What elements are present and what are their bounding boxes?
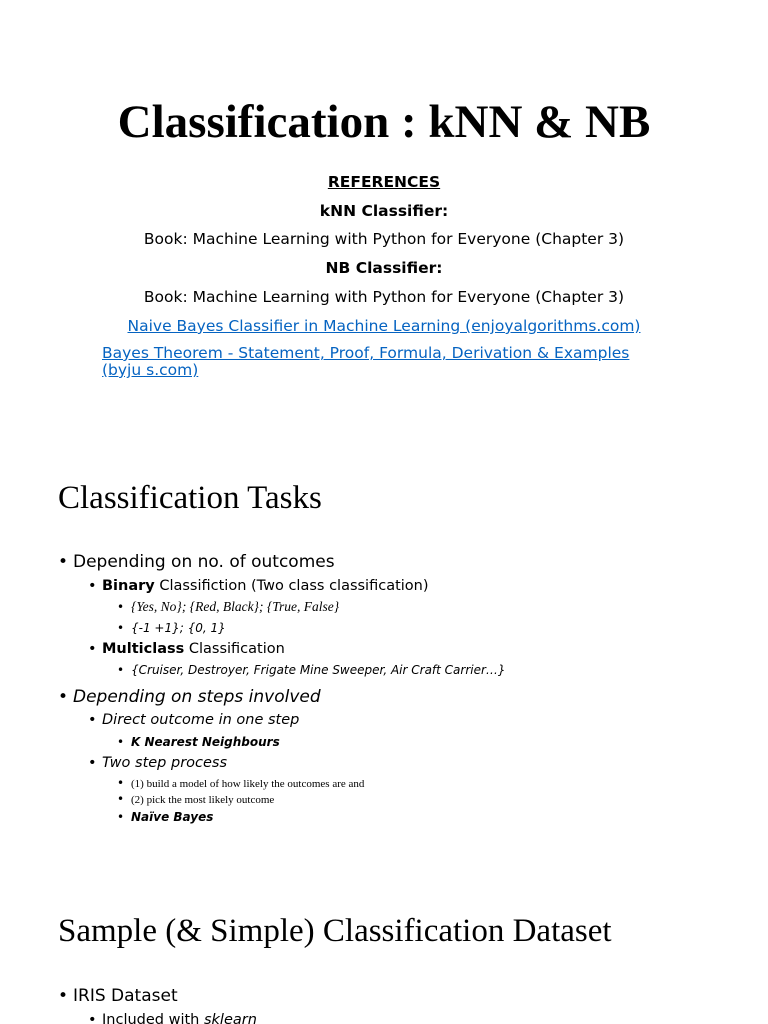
nb-book-reference: Book: Machine Learning with Python for Everyone (Chapter 3) [143,288,625,306]
bullet-icon: • [117,792,125,806]
bullet-icon: • [117,810,125,824]
bullet-icon: • [117,735,125,749]
list-item: • Depending on steps involved [58,687,321,707]
list-item: • Two step process [88,755,228,771]
classification-tasks-title: Classification Tasks [58,480,322,516]
list-item: • (2) pick the most likely outcome [117,792,275,806]
list-item: • Multiclass Classification [88,641,285,657]
list-item: • IRIS Dataset [58,986,178,1006]
list-item: • Direct outcome in one step [88,712,300,728]
list-item: • Depending on no. of outcomes [58,552,335,572]
bullet-icon: • [58,986,69,1006]
list-item: • K Nearest Neighbours [117,735,280,749]
bullet-icon: • [88,641,97,657]
list-item: • Naïve Bayes [117,810,214,824]
list-item: • Binary Classifiction (Two class classification) [88,578,429,594]
sample-dataset-title: Sample (& Simple) Classification Dataset [58,913,612,949]
bullet-icon: • [117,776,125,790]
list-item: • (1) build a model of how likely the outcomes are and [117,776,365,790]
bullet-icon: • [117,621,125,635]
list-item: • {Yes, No}; {Red, Black}; {True, False} [117,599,340,614]
bullet-icon: • [88,1012,97,1024]
knn-heading: kNN Classifier: [319,202,449,220]
bullet-icon: • [58,687,69,707]
bullet-icon: • [58,552,69,572]
naive-bayes-link[interactable]: Naive Bayes Classifier in Machine Learning (enjoyalgorithms.com) [127,317,641,335]
references-heading: REFERENCES [327,173,441,191]
bullet-icon: • [88,578,97,594]
list-item: • Included with sklearn [88,1011,257,1024]
bullet-icon: • [117,663,125,677]
nb-heading: NB Classifier: [325,259,443,277]
list-item: • {-1 +1}; {0, 1} [117,621,226,635]
knn-book-reference: Book: Machine Learning with Python for Everyone (Chapter 3) [143,230,625,248]
bullet-icon: • [88,755,97,771]
bayes-theorem-link[interactable]: Bayes Theorem - Statement, Proof, Formula, Derivation & Examples (byju s.com) [102,344,630,379]
slide-title: Classification : kNN & NB [117,96,651,148]
bullet-icon: • [117,600,125,614]
list-item: • {Cruiser, Destroyer, Frigate Mine Sweeper, Air Craft Carrier…} [117,663,506,677]
bullet-icon: • [88,712,97,728]
